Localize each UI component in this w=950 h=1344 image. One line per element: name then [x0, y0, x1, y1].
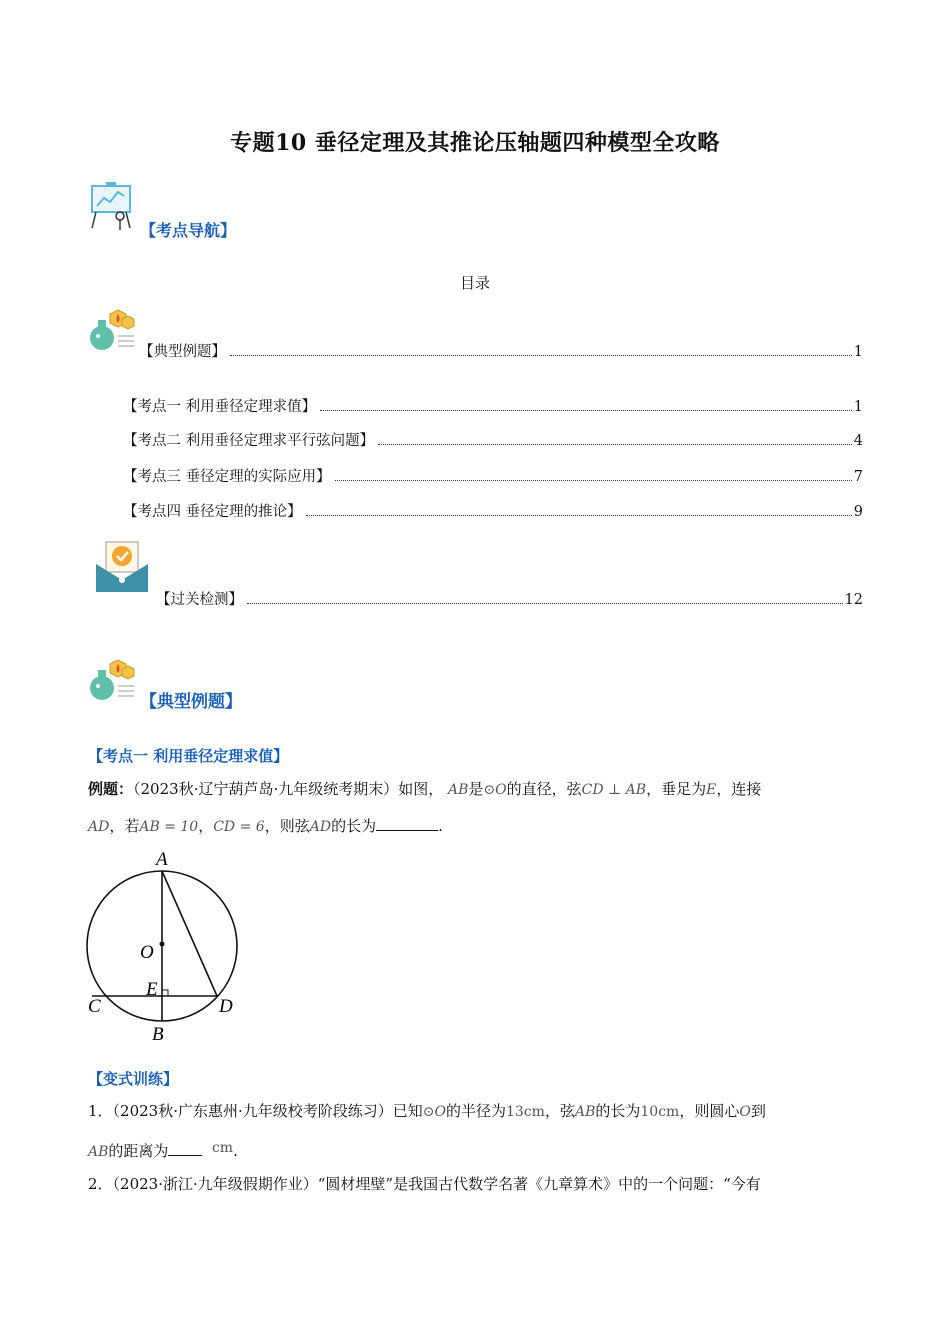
toc-page: 1 [853, 344, 863, 360]
label-a: A [156, 849, 168, 870]
example-paragraph [88, 771, 858, 845]
toc-item-kp1[interactable] [123, 395, 863, 416]
toc-label: 【典型例题】 [139, 344, 226, 360]
math-ab-eq: AB = 10 [139, 819, 199, 835]
label-o: O [140, 942, 154, 963]
math-cd-perp-ab: CD ⊥ AB [581, 782, 647, 798]
question-text: 的长为 [595, 1102, 641, 1120]
toc-item-typical[interactable] [139, 340, 863, 361]
label-c: C [88, 996, 101, 1017]
toc-page: 12 [844, 592, 863, 608]
label-b: B [152, 1024, 164, 1045]
toc-label: 【考点三 垂径定理的实际应用】 [123, 469, 331, 485]
label-d: D [219, 996, 233, 1017]
question-text: （2023·浙江·九年级假期作业）“圆材埋壁”是我国古代数学名著《九章算术》中的一个问题：“今有 [112, 1175, 761, 1193]
label-e: E [146, 979, 158, 1000]
presentation-board-icon [88, 180, 138, 232]
chord-ad [162, 871, 217, 996]
question-1 [88, 1093, 863, 1170]
math-ad: AD [88, 819, 110, 835]
question-text: . [233, 1142, 238, 1160]
math-radius: 13cm [506, 1104, 545, 1120]
right-angle-mark [162, 990, 168, 996]
toc-item-kp2[interactable] [123, 429, 863, 450]
toc-item-kp4[interactable] [123, 500, 863, 521]
example-text: ，连接 [716, 780, 762, 798]
toc-label: 【过关检测】 [156, 592, 243, 608]
answer-blank[interactable] [376, 814, 438, 831]
example-text: 的直径，弦 [506, 780, 582, 798]
toc-label: 【考点四 垂径定理的推论】 [123, 504, 302, 520]
math-o: O [739, 1104, 751, 1120]
question-text: ，则圆心 [679, 1102, 740, 1120]
circle-figure [80, 846, 250, 1046]
example-text: ， [198, 817, 214, 835]
center-point [160, 942, 165, 947]
math-cd-eq: CD = 6 [213, 819, 265, 835]
toc-page: 9 [853, 504, 863, 520]
toc-label: 【考点二 利用垂径定理求平行弦问题】 [123, 433, 375, 449]
question-number: 2． [88, 1175, 113, 1193]
toc-item-kp3[interactable] [123, 465, 863, 486]
example-text: 的长为 [331, 817, 377, 835]
variant-heading: 【变式训练】 [88, 1070, 179, 1088]
example-label: 例题： [88, 780, 134, 798]
math-circle-o: ⊙O [483, 782, 507, 798]
toc-label: 【考点一 利用垂径定理求值】 [123, 399, 317, 415]
toc-item-check[interactable] [156, 588, 863, 609]
math-ab: AB [574, 1104, 596, 1120]
check-envelope-icon [94, 540, 150, 594]
example-text: ，垂足为 [646, 780, 707, 798]
example-text: 是 [468, 780, 484, 798]
math-ad: AD [309, 819, 332, 835]
kp1-heading: 【考点一 利用垂径定理求值】 [88, 747, 289, 765]
question-text: 的半径为 [445, 1102, 506, 1120]
question-text: 到 [750, 1102, 766, 1120]
example-text: . [438, 817, 443, 835]
toc-page: 7 [853, 469, 863, 485]
nav-heading: 【考点导航】 [140, 221, 237, 240]
question-text: 的距离为 [108, 1142, 169, 1160]
section-typical-heading: 【典型例题】 [140, 692, 242, 712]
flask-icon [88, 656, 136, 704]
math-ab: AB [88, 1144, 109, 1160]
math-unit: cm [211, 1140, 234, 1156]
question-2 [88, 1166, 863, 1202]
toc-page: 4 [853, 433, 863, 449]
answer-blank[interactable] [168, 1139, 202, 1156]
example-text: ，则弦 [264, 817, 310, 835]
question-text: ，弦 [544, 1102, 575, 1120]
math-length: 10cm [640, 1104, 680, 1120]
math-circle-o: ⊙O [422, 1104, 446, 1120]
page-title: 专题10 垂径定理及其推论压轴题四种模型全攻略 [230, 130, 720, 156]
flask-icon [88, 306, 136, 354]
math-e: E [706, 782, 717, 798]
question-number: 1． [88, 1102, 113, 1120]
math-ab: AB [448, 782, 469, 798]
toc-page: 1 [853, 399, 863, 415]
toc-title: 目录 [459, 274, 490, 292]
example-text: ，若 [109, 817, 140, 835]
example-text: （2023秋·辽宁葫芦岛·九年级统考期末）如图， [133, 780, 444, 798]
question-text: （2023秋·广东惠州·九年级校考阶段练习）已知 [112, 1102, 423, 1120]
